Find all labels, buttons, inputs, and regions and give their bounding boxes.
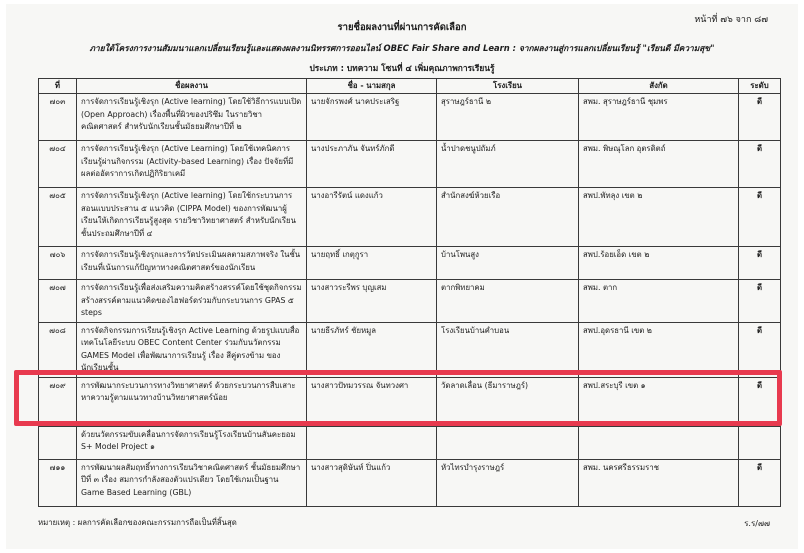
work-title: การจัดการเรียนรู้เชิงรุกและการวัดประเมินผลตามสภาพจริง ในชั้นเรียนที่เน้นการแก้ปัญหาทางคณิตศาสตร์ของนักเรียน — [77, 247, 307, 280]
school-name: สำนักสงฆ์ห้วยเรือ — [437, 188, 579, 247]
footnote: หมายเหตุ : ผลการคัดเลือกของคณะกรรมการถือเป็นที่สิ้นสุด — [38, 518, 237, 527]
level-badge: ดี — [739, 459, 781, 506]
red-highlight-box — [14, 370, 782, 426]
row-number: ๗๐๓ — [39, 94, 77, 141]
row-number: ๗๐๗ — [39, 280, 77, 323]
column-header-level: ระดับ — [739, 79, 781, 94]
row-number: ๗๐๙ — [39, 377, 77, 426]
affiliation: สพม. สุราษฎร์ธานี ชุมพร — [579, 94, 739, 141]
level-badge — [739, 426, 781, 459]
author-name: นางสาวสุดิษันท์ ปิ่นแก้ว — [307, 459, 437, 506]
table-row — [39, 322, 781, 377]
author-name: นายธีรภัทร์ ชัยหมูล — [307, 322, 437, 377]
work-title: การพัฒนากระบวนการทางวิทยาศาสตร์ ด้วยกระบวนการสืบเสาะ หาความรู้ตามแนวทางบ้านวิทยาศาสตร์น้อย — [77, 377, 307, 426]
level-badge: ดี — [739, 322, 781, 377]
school-name: วัดลาดเลื่อน (ธีมาราษฎร์) — [437, 377, 579, 426]
school-name: บ้านโพนสูง — [437, 247, 579, 280]
school-name: สุราษฎร์ธานี ๒ — [437, 94, 579, 141]
row-number: ๗๐๔ — [39, 141, 77, 188]
column-header-affiliation: สังกัด — [579, 79, 739, 94]
level-badge: ดี — [739, 247, 781, 280]
affiliation: สพม. นครศรีธรรมราช — [579, 459, 739, 506]
level-badge: ดี — [739, 188, 781, 247]
work-title: การจัดกิจกรรมการเรียนรู้เชิงรุก Active Learning ด้วยรูปแบบสื่อเทคโนโลยีระบบ OBEC Content Center ร่วมกับนวัตกรรม GAMES Model เพื่อพัฒนาการเรียนรู้ เรื่อง สีคู่ตรงข้าม ของนักเรียนชั้น — [77, 322, 307, 377]
column-header-school: โรงเรียน — [437, 79, 579, 94]
level-badge: ดี — [739, 141, 781, 188]
affiliation: สพม. ตาก — [579, 280, 739, 323]
author-name: นายฤทธิ์ เกตุกูรา — [307, 247, 437, 280]
footer-mark: ร.ร/๗๗ — [744, 519, 770, 528]
author-name: นายจักรพงศ์ นาคประเสริฐ — [307, 94, 437, 141]
school-name — [437, 426, 579, 459]
affiliation: สพม. พิษณุโลก อุตรดิตถ์ — [579, 141, 739, 188]
work-title: การจัดการเรียนรู้เชิงรุก (Active learning) โดยใช้กระบวนการสอนแบบประสาน ๕ แนวคิด (CIPPA Model) ของการพัฒนาผู้เรียนให้เกิดการเรียนรู้สูงสุด รายวิชาวิทยาศาสตร์ สำหรับนักเรียนชั้นประถมศึกษาปีที่ ๔ — [77, 188, 307, 247]
table-row — [39, 94, 781, 141]
author-name: นางประภาภัน จันทร์ภักดี — [307, 141, 437, 188]
school-name: โรงเรียนบ้านคำบอน — [437, 322, 579, 377]
author-name: นางสาวระรีพร บุญเสม — [307, 280, 437, 323]
work-title: การจัดการเรียนรู้เพื่อส่งเสริมความคิดสร้างสรรค์โดยใช้ชุดกิจกรรมสร้างสรรค์ตามแนวคิดของไฮฟอร์ดร่วมกับกระบวนการ GPAS ๕ steps — [77, 280, 307, 323]
school-name: ตากพิทยาคม — [437, 280, 579, 323]
work-title: การจัดการเรียนรู้เชิงรุก (Active learning) โดยใช้วิธีการแบบเปิด (Open Approach) เรื่องพื้นที่ผิวของปริซึม ในรายวิชาคณิตศาสตร์ สำหรับนักเรียนชั้นมัธยมศึกษาปีที่ ๒ — [77, 94, 307, 141]
project-title: ภายใต้โครงการงานสัมมนาแลกเปลี่ยนเรียนรู้และแสดงผลงานนิทรรศการออนไลน์ OBEC Fair Share and Learn : จากผลงานสู่การแลกเปลี่ยนเรียนรู้ "เรียนดี มีความสุข" — [89, 43, 715, 53]
author-name: นางสาวปัทมวรรณ จันทวงศา — [307, 377, 437, 426]
table-header-row — [39, 79, 781, 94]
author-name — [307, 426, 437, 459]
level-badge: ดี — [739, 377, 781, 426]
school-name: น้ำปาดชนูปถัมภ์ — [437, 141, 579, 188]
table-row — [39, 141, 781, 188]
school-name: หัวไทรบำรุงราษฎร์ — [437, 459, 579, 506]
affiliation: สพป.ร้อยเอ็ด เขต ๒ — [579, 247, 739, 280]
row-number: ๗๐๖ — [39, 247, 77, 280]
results-table — [38, 78, 781, 507]
level-badge: ดี — [739, 280, 781, 323]
table-row — [39, 426, 781, 459]
category-zone: ประเภท : บทความ โซนที่ ๔ เพิ่มคุณภาพการเรียนรู้ — [309, 63, 495, 73]
document-title: รายชื่อผลงานที่ผ่านการคัดเลือก — [337, 22, 467, 33]
row-number: ๗๐๘ — [39, 322, 77, 377]
row-number: ๗๐๕ — [39, 188, 77, 247]
row-number — [39, 426, 77, 459]
affiliation: สพป.อุดรธานี เขต ๒ — [579, 322, 739, 377]
affiliation: สพป.พัทลุง เขต ๒ — [579, 188, 739, 247]
page-number: หน้าที่ ๗๖ จาก ๘๗ — [694, 15, 768, 25]
table-row — [39, 188, 781, 247]
row-number: ๗๑๑ — [39, 459, 77, 506]
affiliation — [579, 426, 739, 459]
author-name: นางอารีรัตน์ แดงแก้ว — [307, 188, 437, 247]
table-row — [39, 459, 781, 506]
work-title: ด้วยนวัตกรรมขับเคลื่อนการจัดการเรียนรู้โรงเรียนบ้านสันคะยอม S+ Model Project ๑ — [77, 426, 307, 459]
document-header — [0, 20, 804, 75]
column-header-name: ชื่อ - นามสกุล — [307, 79, 437, 94]
affiliation: สพป.สระบุรี เขต ๑ — [579, 377, 739, 426]
work-title: การพัฒนาผลสัมฤทธิ์ทางการเรียนวิชาคณิตศาสตร์ ชั้นมัธยมศึกษาปีที่ ๓ เรื่อง สมการกำลังสองตัวแปรเดียว โดยใช้เกมเป็นฐาน Game Based Learning (GBL) — [77, 459, 307, 506]
table-row — [39, 280, 781, 323]
column-header-work: ชื่อผลงาน — [77, 79, 307, 94]
table-row — [39, 247, 781, 280]
work-title: การจัดการเรียนรู้เชิงรุก (Active Learning) โดยใช้เทคนิคการเรียนรู้ผ่านกิจกรรม (Activity-based Learning) เรื่อง ปัจจัยที่มีผลต่ออัตราการเกิดปฏิกิริยาเคมี — [77, 141, 307, 188]
level-badge: ดี — [739, 94, 781, 141]
column-header-no: ที่ — [39, 79, 77, 94]
